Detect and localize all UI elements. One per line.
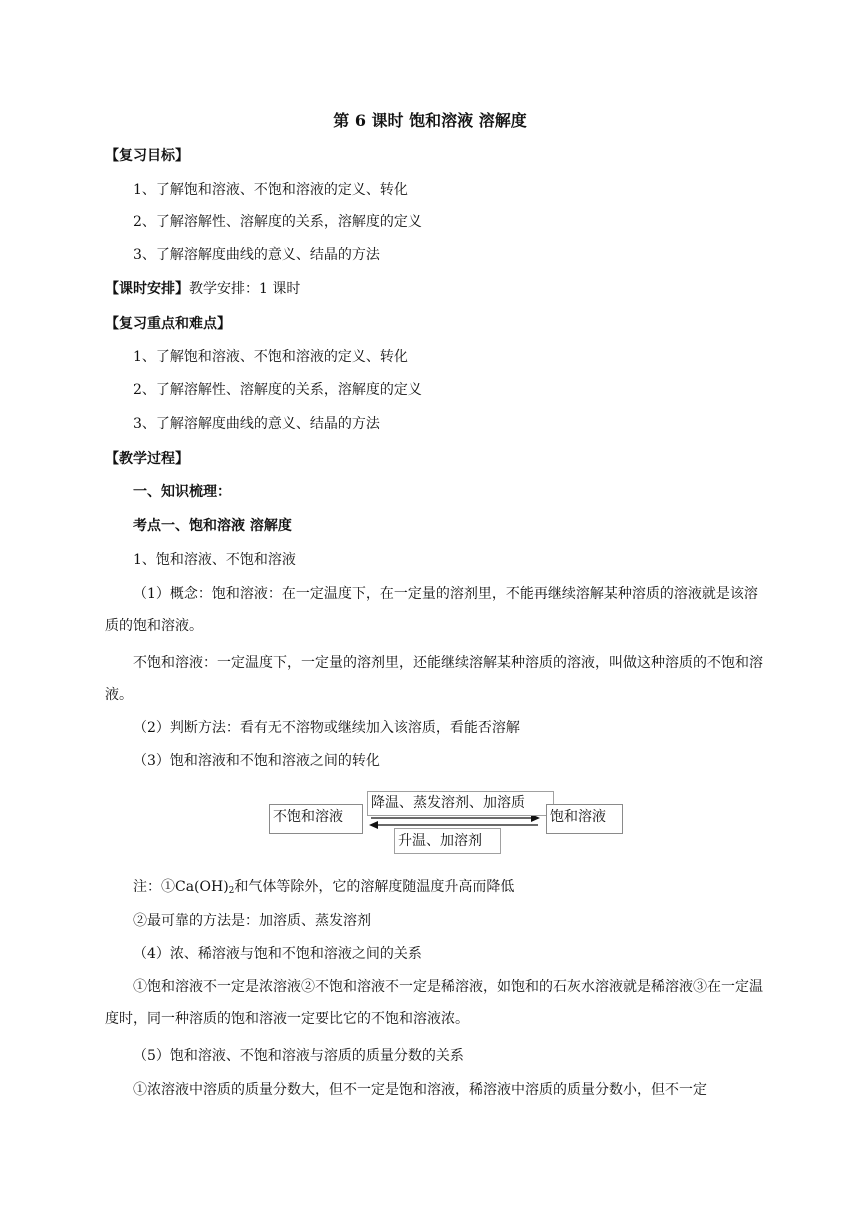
review-goal-item: 2、了解溶解性、溶解度的关系，溶解度的定义 [133, 214, 422, 230]
forward-condition-box: 降温、蒸发溶剂、加溶质 [367, 791, 554, 816]
key-point-item: 2、了解溶解性、溶解度的关系，溶解度的定义 [133, 382, 422, 398]
note-1 [133, 877, 514, 901]
section-heading: 一、知识梳理： [133, 484, 231, 500]
key-point-item: 1、了解饱和溶液、不饱和溶液的定义、转化 [133, 349, 408, 365]
review-goal-item: 3、了解溶解度曲线的意义、结晶的方法 [133, 247, 380, 263]
key-point-item: 3、了解溶解度曲线的意义、结晶的方法 [133, 416, 380, 432]
topic-heading: 考点一、饱和溶液 溶解度 [133, 518, 292, 534]
note-1-subscript: 2 [228, 886, 235, 896]
review-goals-heading: 【复习目标】 [105, 148, 189, 164]
relation-heading: （4）浓、稀溶液与饱和不饱和溶液之间的关系 [133, 946, 422, 962]
note-1-post: 和气体等除外，它的溶解度随温度升高而降低 [234, 879, 515, 895]
mass-fraction-text: ①浓溶液中溶质的质量分数大，但不一定是饱和溶液，稀溶液中溶质的质量分数小，但不一定 [133, 1082, 707, 1098]
convert-heading: （3）饱和溶液和不饱和溶液之间的转化 [133, 753, 380, 769]
review-goal-item: 1、了解饱和溶液、不饱和溶液的定义、转化 [133, 182, 408, 198]
unsaturated-definition-text: 不饱和溶液：一定温度下，一定量的溶剂里，还能继续溶解某种溶质的溶液，叫做这种溶质的不饱和溶液。 [105, 655, 763, 703]
unsaturated-solution-box: 不饱和溶液 [269, 804, 363, 834]
relation-paragraph [105, 971, 765, 1035]
subsection-heading: 1、饱和溶液、不饱和溶液 [133, 552, 296, 568]
concept-text: （1）概念：饱和溶液：在一定温度下，在一定量的溶剂里，不能再继续溶解某种溶质的溶液就是该溶质的饱和溶液。 [105, 586, 758, 634]
judge-method: （2）判断方法：看有无不溶物或继续加入该溶质，看能否溶解 [133, 720, 520, 736]
saturated-solution-box: 饱和溶液 [546, 804, 623, 834]
relation-text: ①饱和溶液不一定是浓溶液②不饱和溶液不一定是稀溶液，如饱和的石灰水溶液就是稀溶液③在一定温度时，同一种溶质的饱和溶液一定要比它的不饱和溶液浓。 [105, 979, 763, 1027]
backward-arrowhead [369, 821, 378, 829]
process-heading: 【教学过程】 [105, 451, 189, 467]
key-points-heading: 【复习重点和难点】 [105, 316, 231, 332]
note-1-pre: 注：①Ca(OH) [133, 879, 229, 895]
schedule-heading: 【课时安排】 [105, 281, 189, 297]
schedule-text: 教学安排：1 课时 [189, 281, 301, 297]
mass-fraction-heading: （5）饱和溶液、不饱和溶液与溶质的质量分数的关系 [133, 1048, 464, 1064]
page-title: 第 6 课时 饱和溶液 溶解度 [333, 111, 527, 130]
backward-condition-box: 升温、加溶剂 [394, 828, 501, 854]
note-2: ②最可靠的方法是：加溶质、蒸发溶剂 [133, 913, 371, 929]
